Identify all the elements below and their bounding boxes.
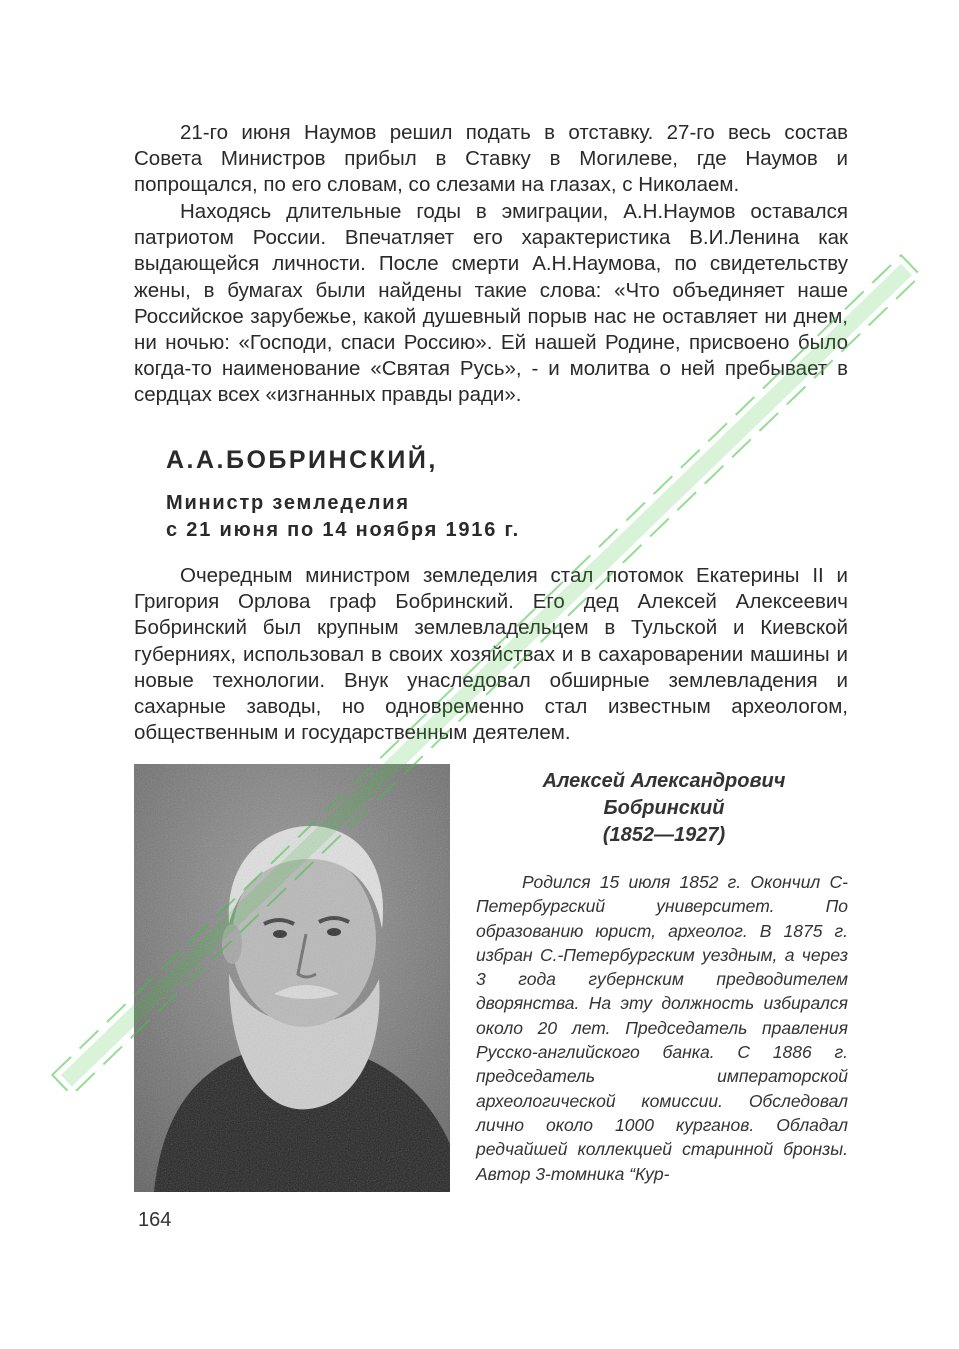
- section-subtitle: [166, 490, 520, 544]
- subtitle-position: Министр земледелия: [166, 492, 410, 514]
- caption-years: (1852—1927): [602, 824, 726, 846]
- portrait-caption: [500, 768, 828, 849]
- subtitle-dates: с 21 июня по 14 ноября 1916 г.: [166, 519, 520, 541]
- page-number: 164: [138, 1209, 172, 1231]
- section-title: А.А.БОБРИНСКИЙ,: [166, 446, 438, 474]
- portrait-photo: [134, 764, 450, 1192]
- paragraph-naumov-resignation: 21-го июня Наумов решил подать в отставку. 27-го весь состав Совета Министров прибыл в Ставку в Могилеве, где Наумов и попрощался, по его словам, со слезами на глазах, с Николаем.: [134, 121, 848, 197]
- caption-name-last: Бобринский: [603, 797, 725, 819]
- paragraph-bobrinsky-intro: Очередным министром земледелия стал потомок Екатерины II и Григория Орлова граф Бобринский. Его дед Алексей Алексеевич Бобринский был крупным землевладельцем в Тульской и Киевской губерниях, использовал в своих хозяйствах и в сахароварении машины и новые технологии. Внук унаследовал обширные землевладения и сахарные заводы, но одновременно стал известным археологом, общественным и государственным деятелем.: [134, 564, 848, 745]
- biography-text: Родился 15 июля 1852 г. Окончил С-Петербургский университет. По образованию юрист, археолог. В 1875 г. избран С.-Петербургским уездным, а через 3 года губернским предводителем дворянства. На эту должность избирался около 20 лет. Председатель правления Русско-английского банка. С 1886 г. председатель императорской археологической комиссии. Обследовал лично около 1000 курганов. Обладал редчайшей коллекцией старинной бронзы. Автор 3-томника “Кур-: [476, 872, 848, 1184]
- paragraph-naumov-emigration: Находясь длительные годы в эмиграции, А.Н.Наумов оставался патриотом России. Впечатляет его характеристика В.И.Ленина как выдающейся личности. После смерти А.Н.Наумова, по свидетельству жены, в бумагах были найдены такие слова: «Что объединяет наше Российское зарубежье, какой душевный порыв нас не оставляет ни днем, ни ночью: «Господи, спаси Россию». Ей нашей Родине, присвоено было когда-то наименование «Святая Русь», - и молитва о ней пребывает в сердцах всех «изгнанных правды ради».: [134, 200, 848, 407]
- caption-name-first: Алексей Александрович: [542, 770, 786, 792]
